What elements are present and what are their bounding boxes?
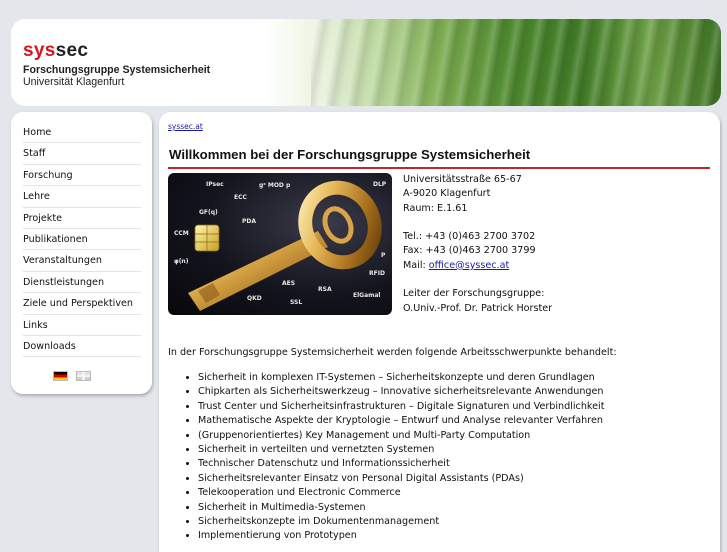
sidebar-item-dienstleistungen[interactable]: Dienstleistungen (23, 272, 141, 293)
sidebar (11, 112, 152, 394)
image-word-ccm: CCM (174, 230, 189, 237)
header-decoration (311, 19, 721, 106)
list-item: • Sicherheit in Multimedia-Systemen (198, 501, 604, 515)
image-word-rfid: RFID (369, 270, 385, 277)
sidebar-item-veranstaltungen[interactable]: Veranstaltungen (23, 250, 141, 271)
list-item: • Sicherheitskonzepte im Dokumentenmanagement (198, 515, 604, 529)
leader-label: Leiter der Forschungsgruppe: (403, 288, 545, 300)
image-word-p: P (381, 252, 386, 259)
mail-link[interactable]: office@syssec.at (428, 259, 510, 271)
mail-label: Mail: (403, 259, 429, 271)
list-item: • Implementierung von Prototypen (198, 529, 604, 543)
leader-name: O.Univ.-Prof. Dr. Patrick Horster (403, 302, 553, 314)
list-item: • Telekooperation und Electronic Commerce (198, 486, 604, 500)
flag-de-icon[interactable] (53, 371, 68, 381)
image-word-phi: φ(n) (174, 258, 189, 265)
sidebar-item-staff[interactable]: Staff (23, 143, 141, 164)
list-item: • Trust Center und Sicherheitsinfrastrukturen – Digitale Signaturen und Verbindlichkeit (198, 400, 604, 414)
address-city: A-9020 Klagenfurt (403, 188, 491, 200)
intro-text: In der Forschungsgruppe Systemsicherheit werden folgende Arbeitsschwerpunkte behandelt: (168, 347, 617, 358)
contact-mail (403, 259, 552, 273)
list-item: • Chipkarten als Sicherheitswerkzeug – Innovative sicherheitsrelevante Anwendungen (198, 385, 604, 399)
breadcrumb-link[interactable]: syssec.at (168, 122, 203, 131)
language-switcher (53, 371, 99, 390)
title-divider (168, 167, 710, 169)
sidebar-item-ziele[interactable]: Ziele und Perspektiven (23, 293, 141, 314)
sidebar-item-downloads[interactable]: Downloads (23, 336, 141, 357)
address-room: Raum: E.1.61 (403, 202, 468, 214)
main-content (159, 112, 720, 552)
image-word-rsa: RSA (318, 286, 332, 293)
image-word-gfq: GF(q) (199, 209, 218, 216)
page-title: Willkommen bei der Forschungsgruppe Systemsicherheit (169, 147, 531, 162)
sidebar-item-lehre[interactable]: Lehre (23, 186, 141, 207)
sidebar-item-forschung[interactable]: Forschung (23, 165, 141, 186)
image-word-pda: PDA (242, 218, 257, 225)
list-item: • (Gruppenorientiertes) Key Management und Multi-Party Computation (198, 429, 604, 443)
sidebar-item-links[interactable]: Links (23, 315, 141, 336)
image-word-ssl: SSL (290, 299, 303, 306)
sidebar-nav (23, 122, 141, 357)
logo-sec: sec (55, 40, 89, 61)
list-item: • Sicherheit in komplexen IT-Systemen – Sicherheitskonzepte und deren Grundlagen (198, 371, 604, 385)
topics-list (184, 371, 604, 544)
security-key-image (168, 173, 392, 315)
header-banner (11, 19, 721, 106)
header-group-name: Forschungsgruppe Systemsicherheit (23, 64, 211, 76)
image-word-dlp: DLP (373, 181, 387, 188)
sidebar-item-publikationen[interactable]: Publikationen (23, 229, 141, 250)
contact-fax: Fax: +43 (0)463 2700 3799 (403, 245, 536, 257)
image-word-qkd: QKD (247, 295, 262, 302)
image-word-ecc: ECC (234, 194, 247, 201)
list-item: • Mathematische Aspekte der Kryptologie – Entwurf und Analyse relevanter Verfahren (198, 414, 604, 428)
header-university: Universität Klagenfurt (23, 76, 125, 88)
sidebar-item-home[interactable]: Home (23, 122, 141, 143)
contact-tel: Tel.: +43 (0)463 2700 3702 (403, 231, 536, 243)
logo-sys: sys (23, 40, 56, 61)
address-street: Universitätsstraße 65-67 (403, 174, 522, 185)
flag-en-icon[interactable] (76, 371, 91, 381)
list-item: • Sicherheit in verteilten und vernetzten Systemen (198, 443, 604, 457)
list-item: • Technischer Datenschutz und Informationssicherheit (198, 457, 604, 471)
image-word-ipsec: IPsec (206, 181, 224, 188)
image-word-gx-mod-p: gˣ MOD p (259, 182, 291, 189)
sidebar-item-projekte[interactable]: Projekte (23, 208, 141, 229)
image-word-elgamal: ElGamal (353, 292, 381, 299)
list-item: • Sicherheitsrelevanter Einsatz von Personal Digital Assistants (PDAs) (198, 472, 604, 486)
syssec-logo[interactable] (23, 40, 88, 62)
contact-block (403, 173, 552, 316)
image-word-aes: AES (282, 280, 296, 287)
